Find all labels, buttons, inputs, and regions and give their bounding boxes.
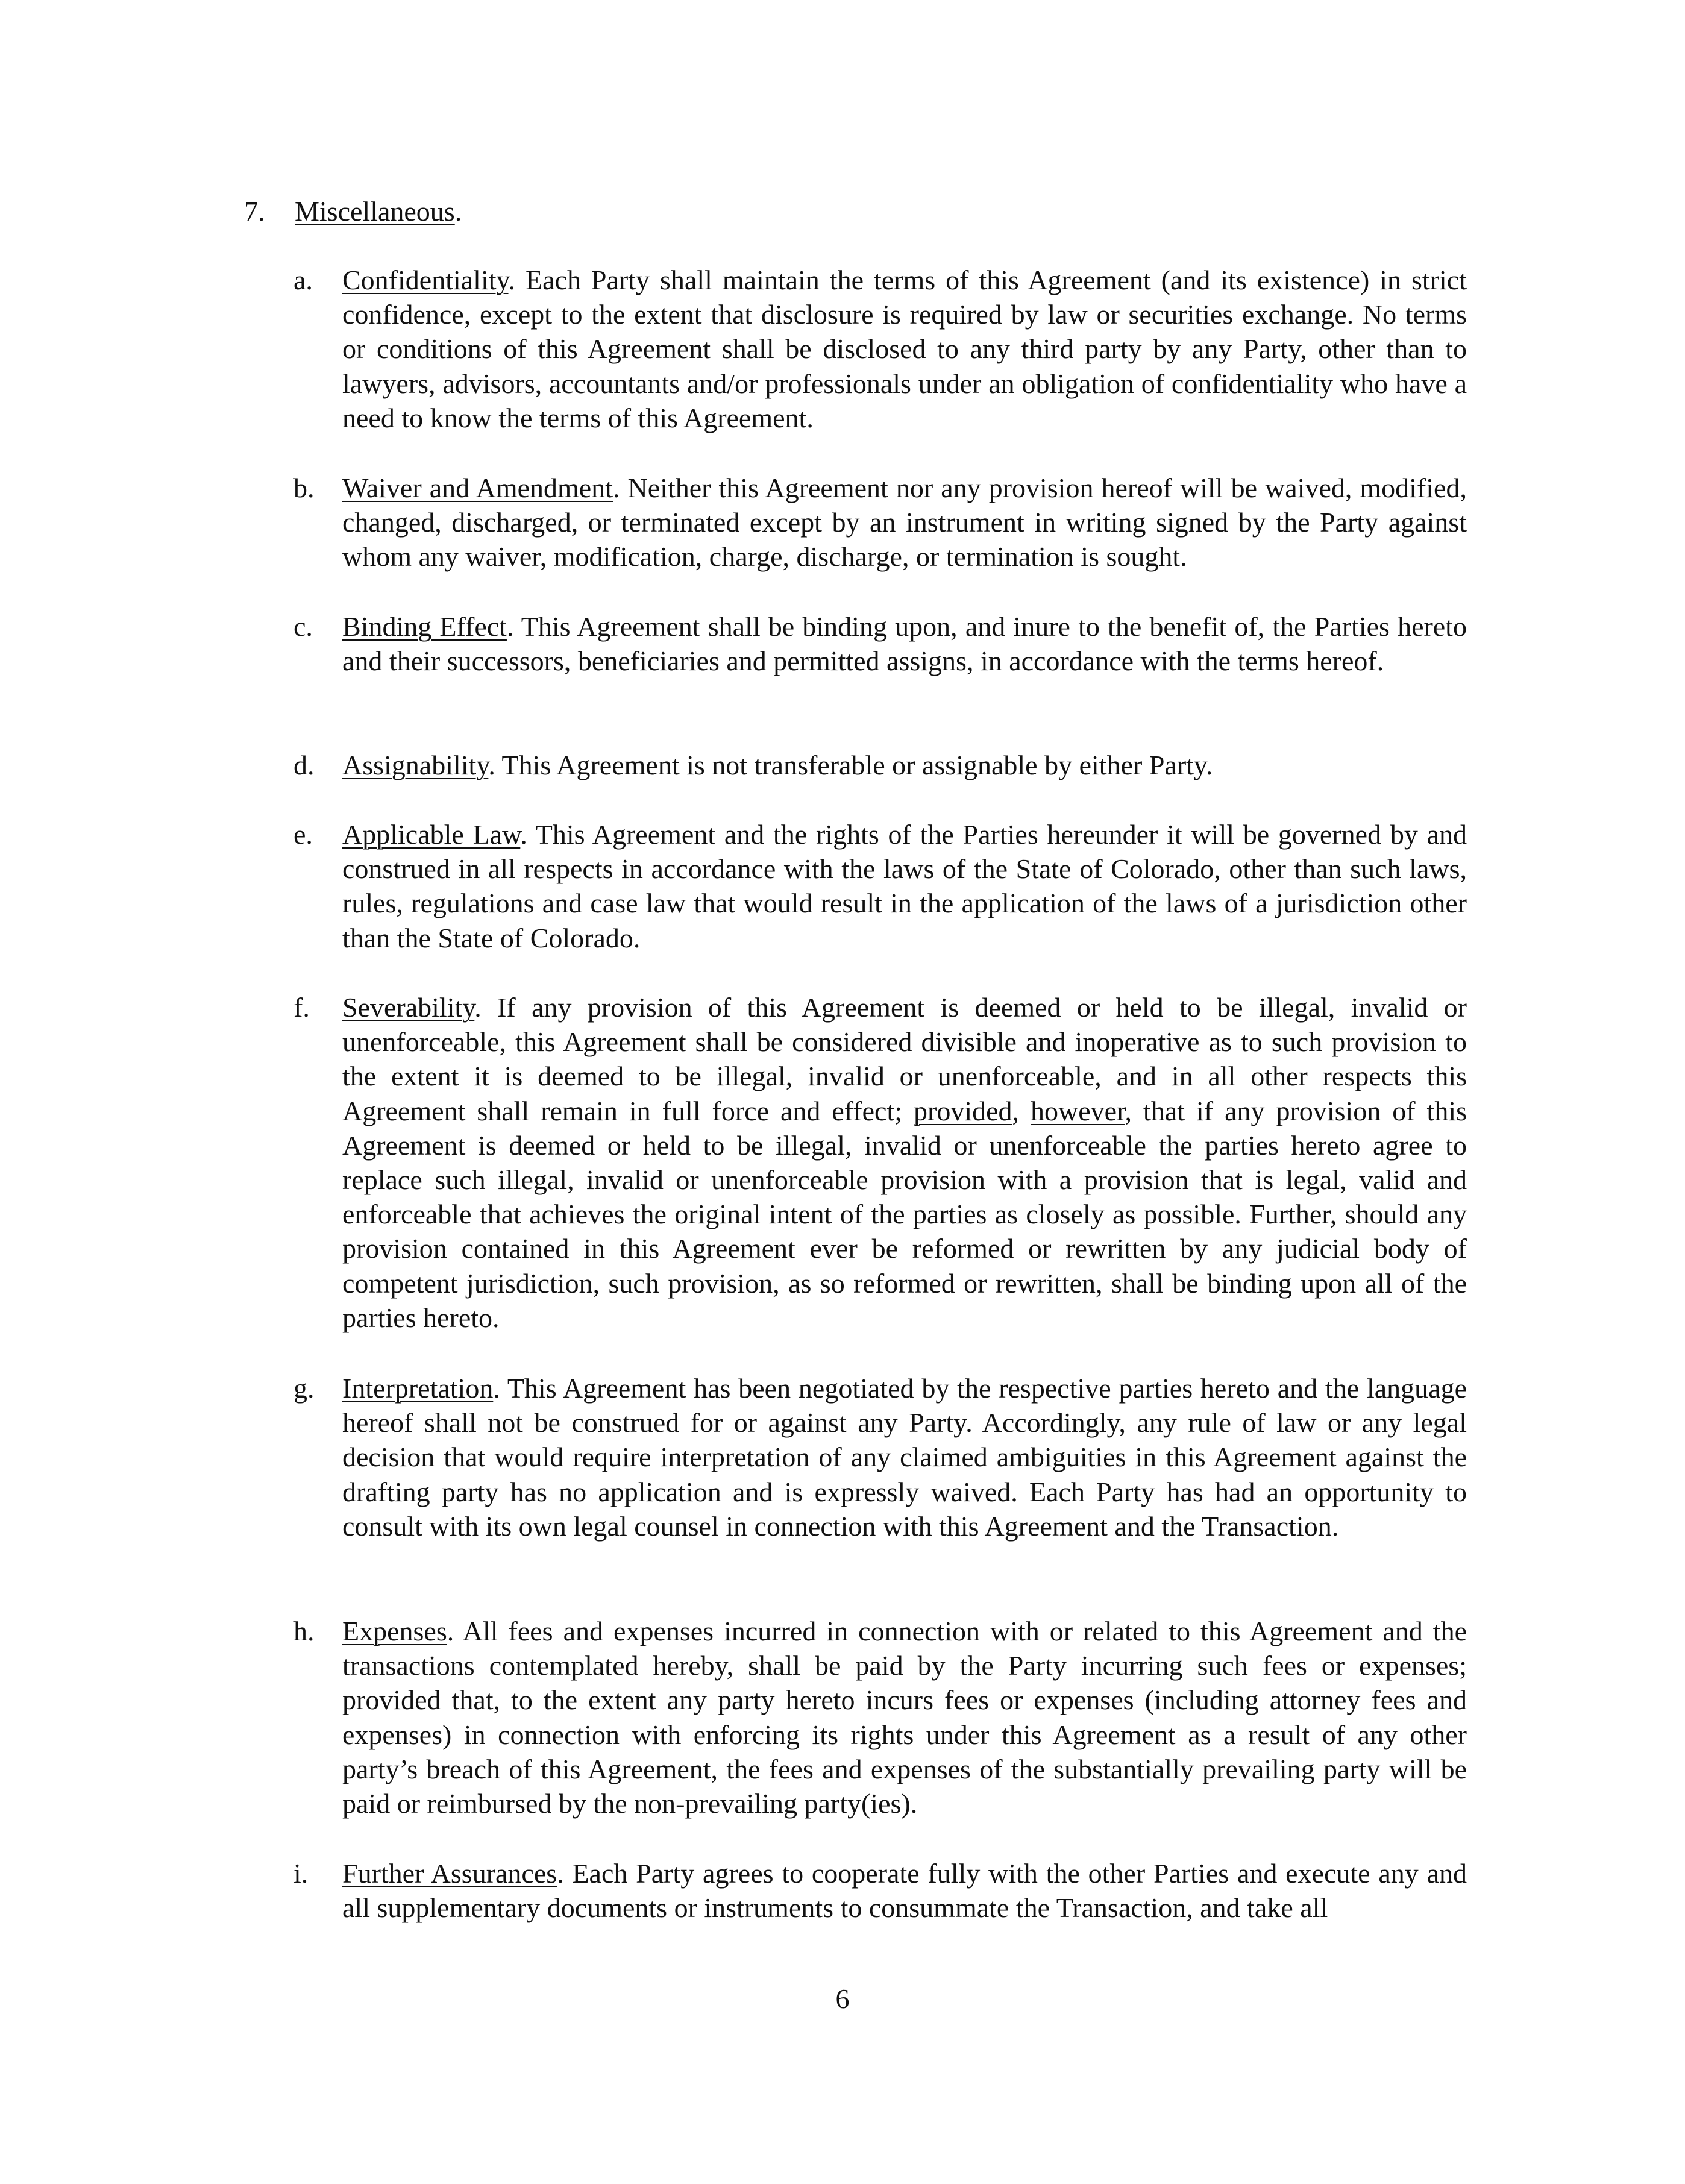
clause-letter: i. (293, 1858, 309, 1889)
section-heading (244, 194, 462, 228)
term-however: however (1031, 1095, 1125, 1126)
clause-heading: Interpretation (342, 1373, 494, 1404)
clause-letter: b. (293, 472, 315, 503)
clause-text: . This Agreement and the rights of the Parties hereunder it will be governed by and construed in all respects in accordance with the laws of the State of Colorado, other than such laws, rules, regulations and case law that would result in the application of the laws of a jurisdiction other than the State of Colorado. (342, 819, 1467, 953)
clause-heading: Severability (342, 992, 475, 1023)
clause-text: . Each Party agrees to cooperate fully with the other Parties and execute any and all supplementary documents or instruments to consummate the Transaction, and take all (342, 1858, 1467, 1924)
clause-text: . This Agreement shall be binding upon, and inure to the benefit of, the Parties hereto and their successors, beneficiaries and permitted assigns, in accordance with the terms hereof. (342, 611, 1467, 677)
page-number: 6 (835, 1983, 850, 2014)
clause-letter: g. (293, 1373, 315, 1404)
clause-letter: c. (293, 611, 313, 642)
clause-assignability (293, 748, 1467, 782)
clause-heading: Expenses (342, 1616, 447, 1646)
clause-text: . If any provision of this Agreement is deemed or held to be illegal, invalid or unenforceable, this Agreement shall be considered divisible and inoperative as to such provision to the extent it is deemed to be illegal, invalid or unenforceable, and in all other respects this Agreement shall remain in full force and effect; (342, 992, 1467, 1126)
clause-text: . This Agreement is not transferable or assignable by either Party. (488, 750, 1213, 780)
clause-letter: e. (293, 819, 313, 850)
clause-body (342, 609, 1467, 678)
clause-letter: a. (293, 265, 313, 295)
clause-applicable-law (293, 817, 1467, 955)
clause-heading: Assignability (342, 750, 489, 780)
clause-expenses (293, 1614, 1467, 1821)
clause-letter: d. (293, 750, 315, 780)
clause-body (342, 471, 1467, 574)
clause-body (342, 990, 1467, 1335)
clause-interpretation (293, 1371, 1467, 1543)
clause-letter: h. (293, 1616, 315, 1646)
clause-heading: Confidentiality (342, 265, 509, 295)
clause-severability (293, 990, 1467, 1335)
clause-further-assurances (293, 1856, 1467, 1925)
clause-letter: f. (293, 992, 310, 1023)
clause-waiver-and-amendment (293, 471, 1467, 574)
clause-text: . All fees and expenses incurred in connection with or related to this Agreement and the transactions contemplated hereby, shall be paid by the Party incurring such fees or expenses; provided that, to the extent any party hereto incurs fees or expenses (including attorney fees and expenses) in connection with enforcing its rights under this Agreement as a result of any other party’s breach of this Agreement, the fees and expenses of the substantially prevailing party will be paid or reimbursed by the non-prevailing party(ies). (342, 1616, 1467, 1819)
clause-body (342, 1856, 1467, 1925)
clause-heading: Applicable Law (342, 819, 521, 850)
clause-confidentiality (293, 263, 1467, 435)
clause-heading: Further Assurances (342, 1858, 557, 1889)
clause-body (342, 1614, 1467, 1821)
clause-body (342, 1371, 1467, 1543)
clause-binding-effect (293, 609, 1467, 678)
section-title-punct: . (454, 196, 462, 227)
clause-body (342, 748, 1467, 782)
clause-body (342, 263, 1467, 435)
clause-body (342, 817, 1467, 955)
clause-heading: Waiver and Amendment (342, 472, 613, 503)
clause-text-separator: , (1012, 1095, 1031, 1126)
clause-text: . This Agreement has been negotiated by the respective parties hereto and the language hereof shall not be construed for or against any Party. Accordingly, any rule of law or any legal decision that would require interpretation of any claimed ambiguities in this Agreement against the drafting party has no application and is expressly waived. Each Party has had an opportunity to consult with its own legal counsel in connection with this Agreement and the Transaction. (342, 1373, 1467, 1542)
term-provided: provided (914, 1095, 1012, 1126)
clause-heading: Binding Effect (342, 611, 507, 642)
clause-text: . Neither this Agreement nor any provision hereof will be waived, modified, changed, discharged, or terminated except by an instrument in writing signed by the Party against whom any waiver, modification, charge, discharge, or termination is sought. (342, 472, 1467, 573)
section-title: Miscellaneous (295, 196, 455, 227)
clause-text: , that if any provision of this Agreement is deemed or held to be illegal, invalid or unenforceable the parties hereto agree to replace such illegal, invalid or unenforceable provision with a provision that is legal, valid and enforceable that achieves the original intent of the parties as closely as possible. Further, should any provision contained in this Agreement ever be reformed or rewritten by any judicial body of competent jurisdiction, such provision, as so reformed or rewritten, shall be binding upon all of the parties hereto. (342, 1095, 1467, 1333)
section-number: 7. (244, 196, 265, 227)
clause-text: . Each Party shall maintain the terms of this Agreement (and its existence) in strict confidence, except to the extent that disclosure is required by law or securities exchange. No terms or conditions of this Agreement shall be disclosed to any third party by any Party, other than to lawyers, advisors, accountants and/or professionals under an obligation of confidentiality who have a need to know the terms of this Agreement. (342, 265, 1467, 433)
